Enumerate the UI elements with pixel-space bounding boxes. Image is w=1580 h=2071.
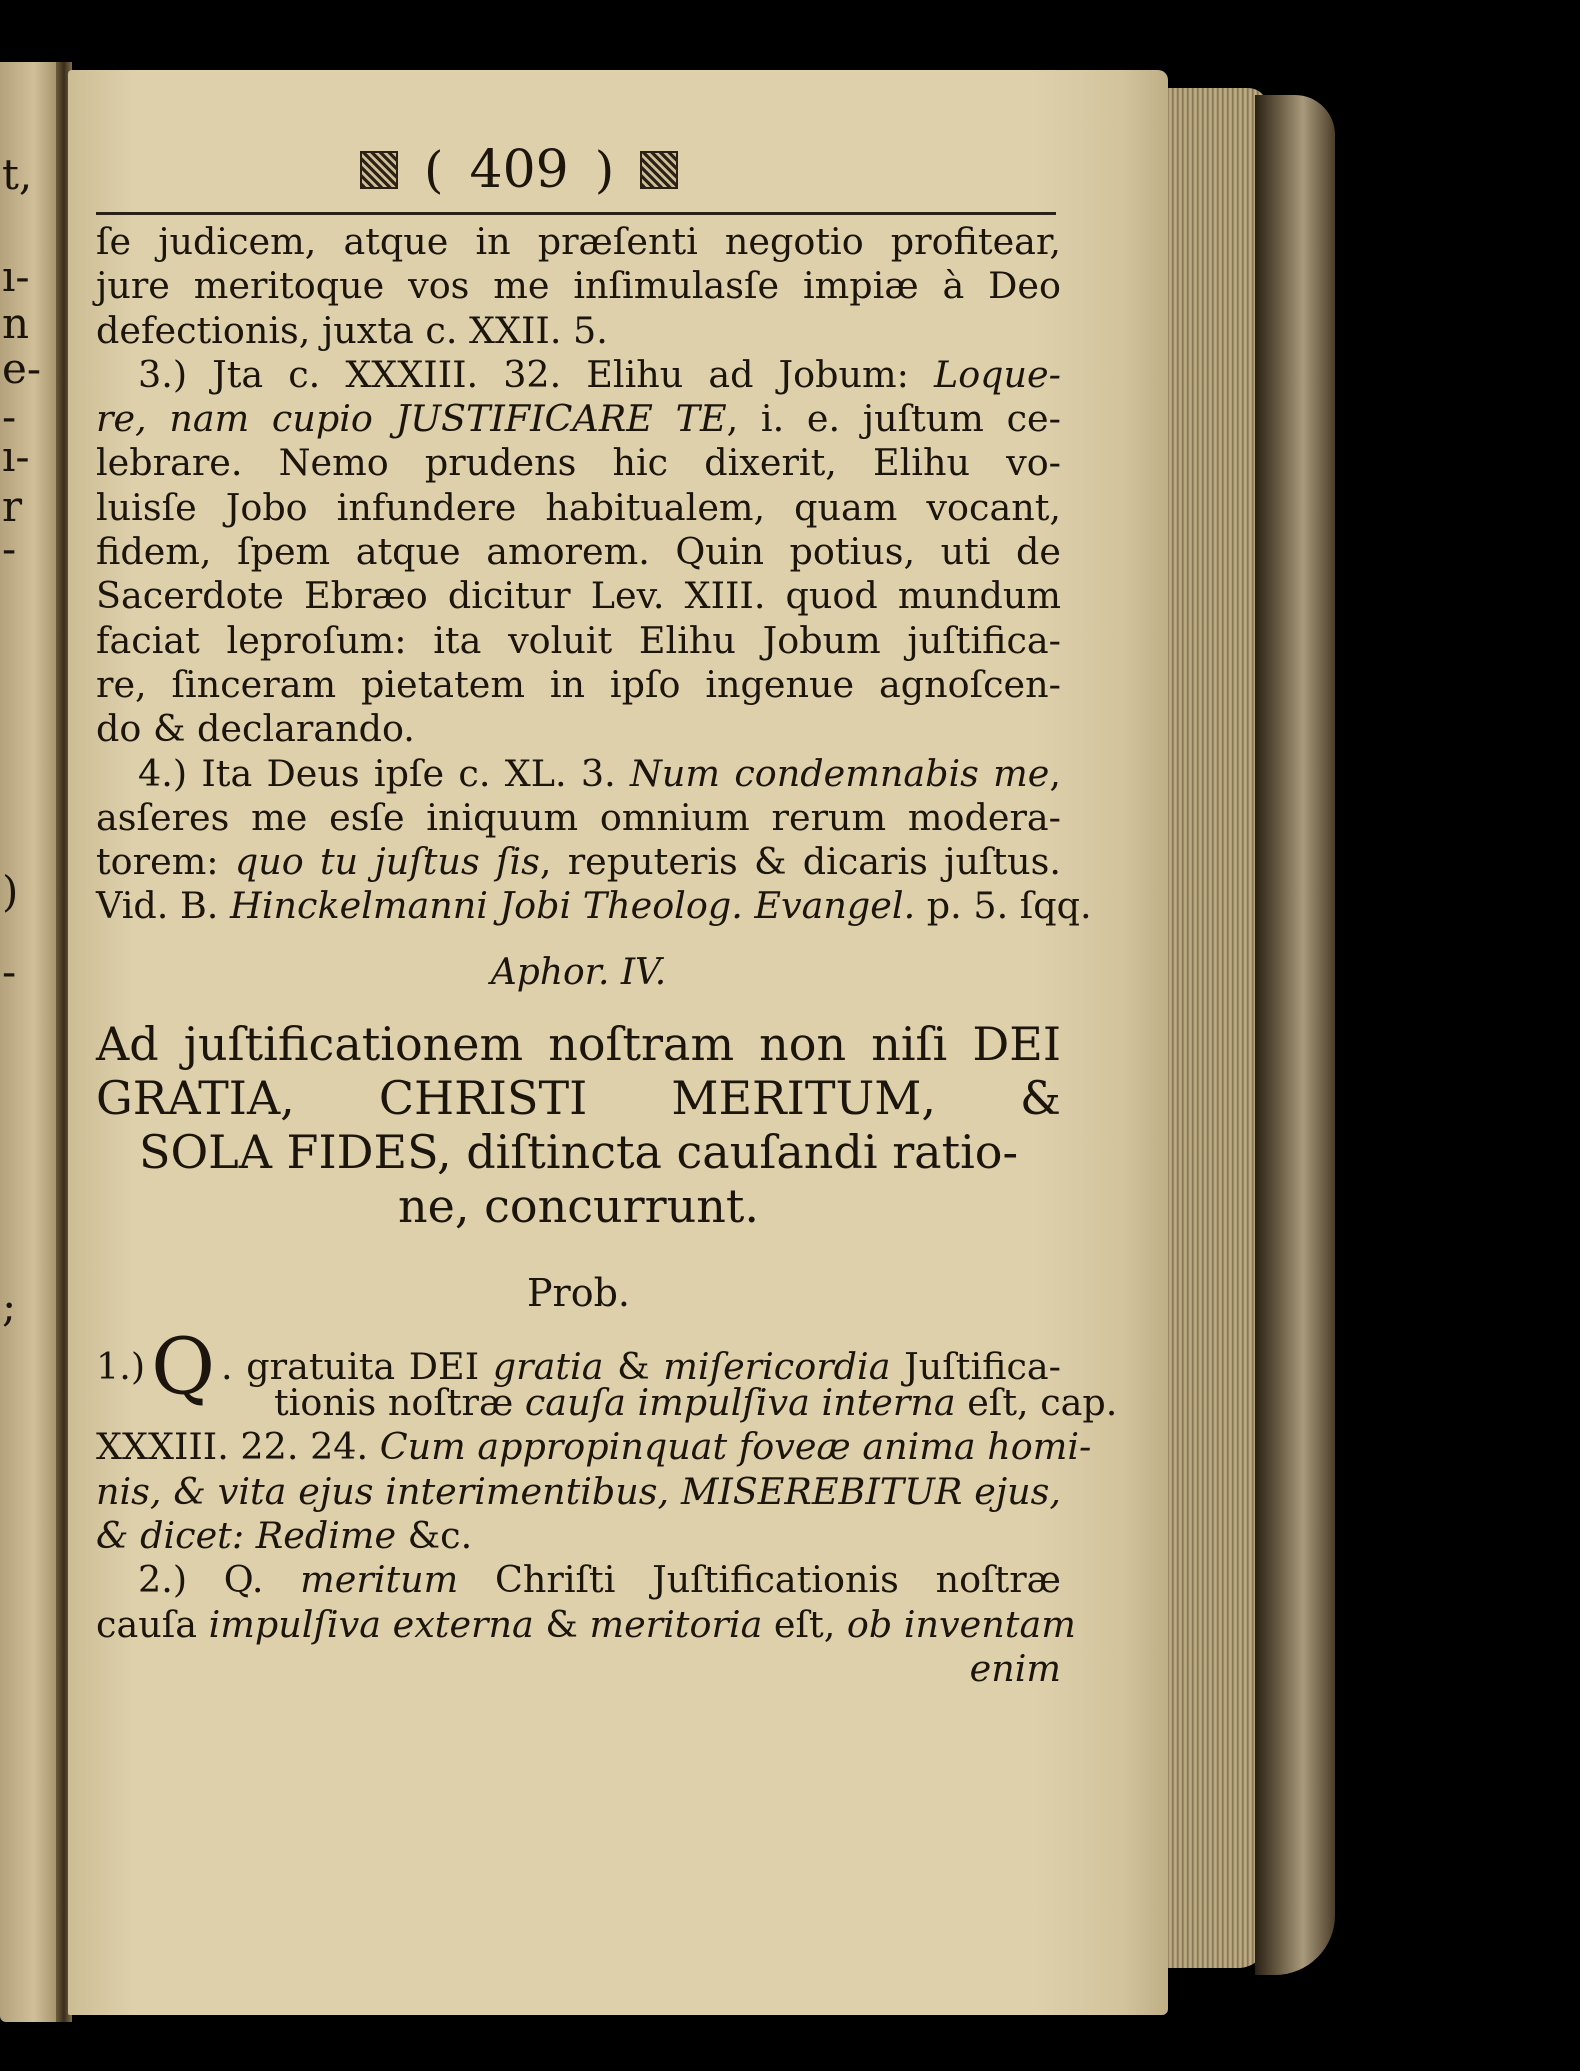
margin-fragment: ; — [2, 1282, 17, 1331]
binding-edge — [1255, 95, 1335, 1975]
text-line — [96, 1602, 1076, 1647]
ornament-left-icon — [360, 151, 398, 189]
text-line — [96, 1558, 1061, 1602]
ornament-right-icon — [640, 151, 678, 189]
previous-page-edge — [0, 62, 62, 2022]
text-line: faciat leproſum: ita voluit Elihu Jobum juſtifica- — [96, 618, 1061, 662]
text-line: asſeres me esſe iniquum omnium rerum modera- — [96, 795, 1061, 839]
text-line: ſe judicem, atque in præſenti negotio profitear, — [96, 220, 1061, 263]
italic-run: Hinckelmanni Jobi Theolog. Evangel. — [230, 884, 916, 928]
text-run: eſt, cap. — [955, 1381, 1118, 1425]
thesis-line: SOLA FIDES, diſtincta cauſandi ratio- — [138, 1124, 1019, 1179]
text-line: luisſe Jobo infundere habitualem, quam vocant, — [96, 485, 1061, 529]
text-run: 4.) Ita Deus ipſe c. XL. 3. — [138, 751, 630, 795]
text-run: , — [1049, 751, 1062, 795]
text-run: cauſa — [96, 1602, 209, 1646]
text-line — [96, 353, 1061, 397]
italic-run: quo tu juſtus ſis — [234, 840, 540, 884]
text-run: . gratuita DEI — [221, 1344, 493, 1388]
italic-run: Num condemnabis me — [629, 751, 1050, 795]
margin-fragment: - — [2, 524, 17, 573]
italic-run: cauſa impulſiva interna — [524, 1381, 956, 1425]
text-run: , i. e. juſtum ce- — [726, 397, 1061, 441]
text-run: &c. — [396, 1513, 473, 1557]
text-line — [96, 1514, 1061, 1558]
text-run: tionis noſtræ — [274, 1381, 525, 1425]
text-run: 2.) Q. — [138, 1558, 301, 1602]
thesis-line: GRATIA, CHRISTI MERITUM, & — [96, 1070, 1061, 1125]
thesis-line: Ad juſtificationem noſtram non niſi DEI — [96, 1016, 1061, 1071]
prob-heading: Prob. — [526, 1270, 630, 1315]
text-run: p. 5. ſqq. — [915, 884, 1092, 928]
text-line — [96, 752, 1061, 796]
text-run: Chriſti Juſtificationis noſtræ — [458, 1558, 1061, 1602]
header-rule — [96, 212, 1056, 215]
italic-run: Cum appropinquat foveæ anima homi- — [379, 1425, 1092, 1469]
text-line: fidem, ſpem atque amorem. Quin potius, uti de — [96, 530, 1061, 574]
italic-run: meritoria — [589, 1602, 763, 1646]
italic-run: re, nam cupio JUSTIFICARE TE — [96, 397, 727, 441]
margin-fragment: ) — [2, 867, 19, 916]
text-line — [96, 1425, 1092, 1469]
margin-fragment: - — [2, 947, 17, 996]
margin-fragment: ı- — [2, 432, 30, 481]
text-line — [96, 1470, 1061, 1514]
text-run: XXXIII. 22. 24. — [96, 1425, 380, 1469]
italic-run: Loque- — [933, 352, 1061, 396]
italic-run: miſericordia — [663, 1344, 891, 1388]
text-line: defectionis, juxta c. XXII. 5. — [96, 308, 608, 352]
italic-run: enim — [969, 1646, 1061, 1690]
thesis-line: ne, concurrunt. — [398, 1178, 759, 1233]
italic-run: nis, & vita ejus interimentibus, MISEREBITUR ejus, — [96, 1469, 1061, 1513]
text-run: 3.) Jta c. XXXIII. 32. Elihu ad Jobum: — [138, 352, 934, 396]
margin-fragment: t, — [2, 150, 33, 199]
text-run: 1.) — [96, 1344, 146, 1388]
text-line: Sacerdote Ebræo dicitur Lev. XIII. quod mundum — [96, 574, 1061, 618]
text-line: lebrare. Nemo prudens hic dixerit, Elihu vo- — [96, 441, 1061, 485]
catchword — [96, 1647, 1061, 1691]
text-run: Vid. B. — [96, 884, 230, 928]
margin-fragment: ı- — [2, 252, 30, 301]
italic-run: ob inventam — [846, 1602, 1076, 1646]
page-number: 409 — [469, 140, 569, 200]
italic-run: meritum — [300, 1558, 459, 1602]
text-line: re, ſinceram pietatem in ipſo ingenue agnoſcen- — [96, 662, 1061, 706]
close-paren: ) — [594, 141, 615, 199]
margin-fragment: - — [2, 392, 17, 441]
open-paren: ( — [424, 141, 444, 199]
text-run: Juſtifica- — [890, 1344, 1061, 1388]
italic-run: impulſiva externa — [208, 1602, 534, 1646]
text-line: do & declarando. — [96, 707, 415, 751]
text-run: eſt, — [762, 1602, 847, 1646]
text-line: jure meritoque vos me inſimulasſe impiæ à Deo — [96, 264, 1061, 308]
text-run: torem: — [96, 840, 235, 884]
text-line — [96, 840, 1061, 884]
text-line — [96, 884, 1092, 928]
margin-fragment: r — [2, 482, 23, 531]
aphorism-heading: Aphor. IV. — [490, 951, 667, 993]
text-run: , reputeris & dicaris juſtus. — [539, 840, 1062, 884]
italic-run: gratia — [492, 1344, 604, 1388]
text-body — [96, 220, 1118, 1691]
text-line — [96, 397, 1061, 441]
running-header — [360, 142, 678, 198]
margin-fragment: e- — [2, 344, 42, 393]
drop-cap: Q — [151, 1321, 216, 1412]
text-run: & — [533, 1602, 590, 1646]
text-run: & — [603, 1344, 664, 1388]
italic-run: & dicet: Redime — [96, 1513, 397, 1557]
margin-fragment: n — [2, 299, 30, 348]
